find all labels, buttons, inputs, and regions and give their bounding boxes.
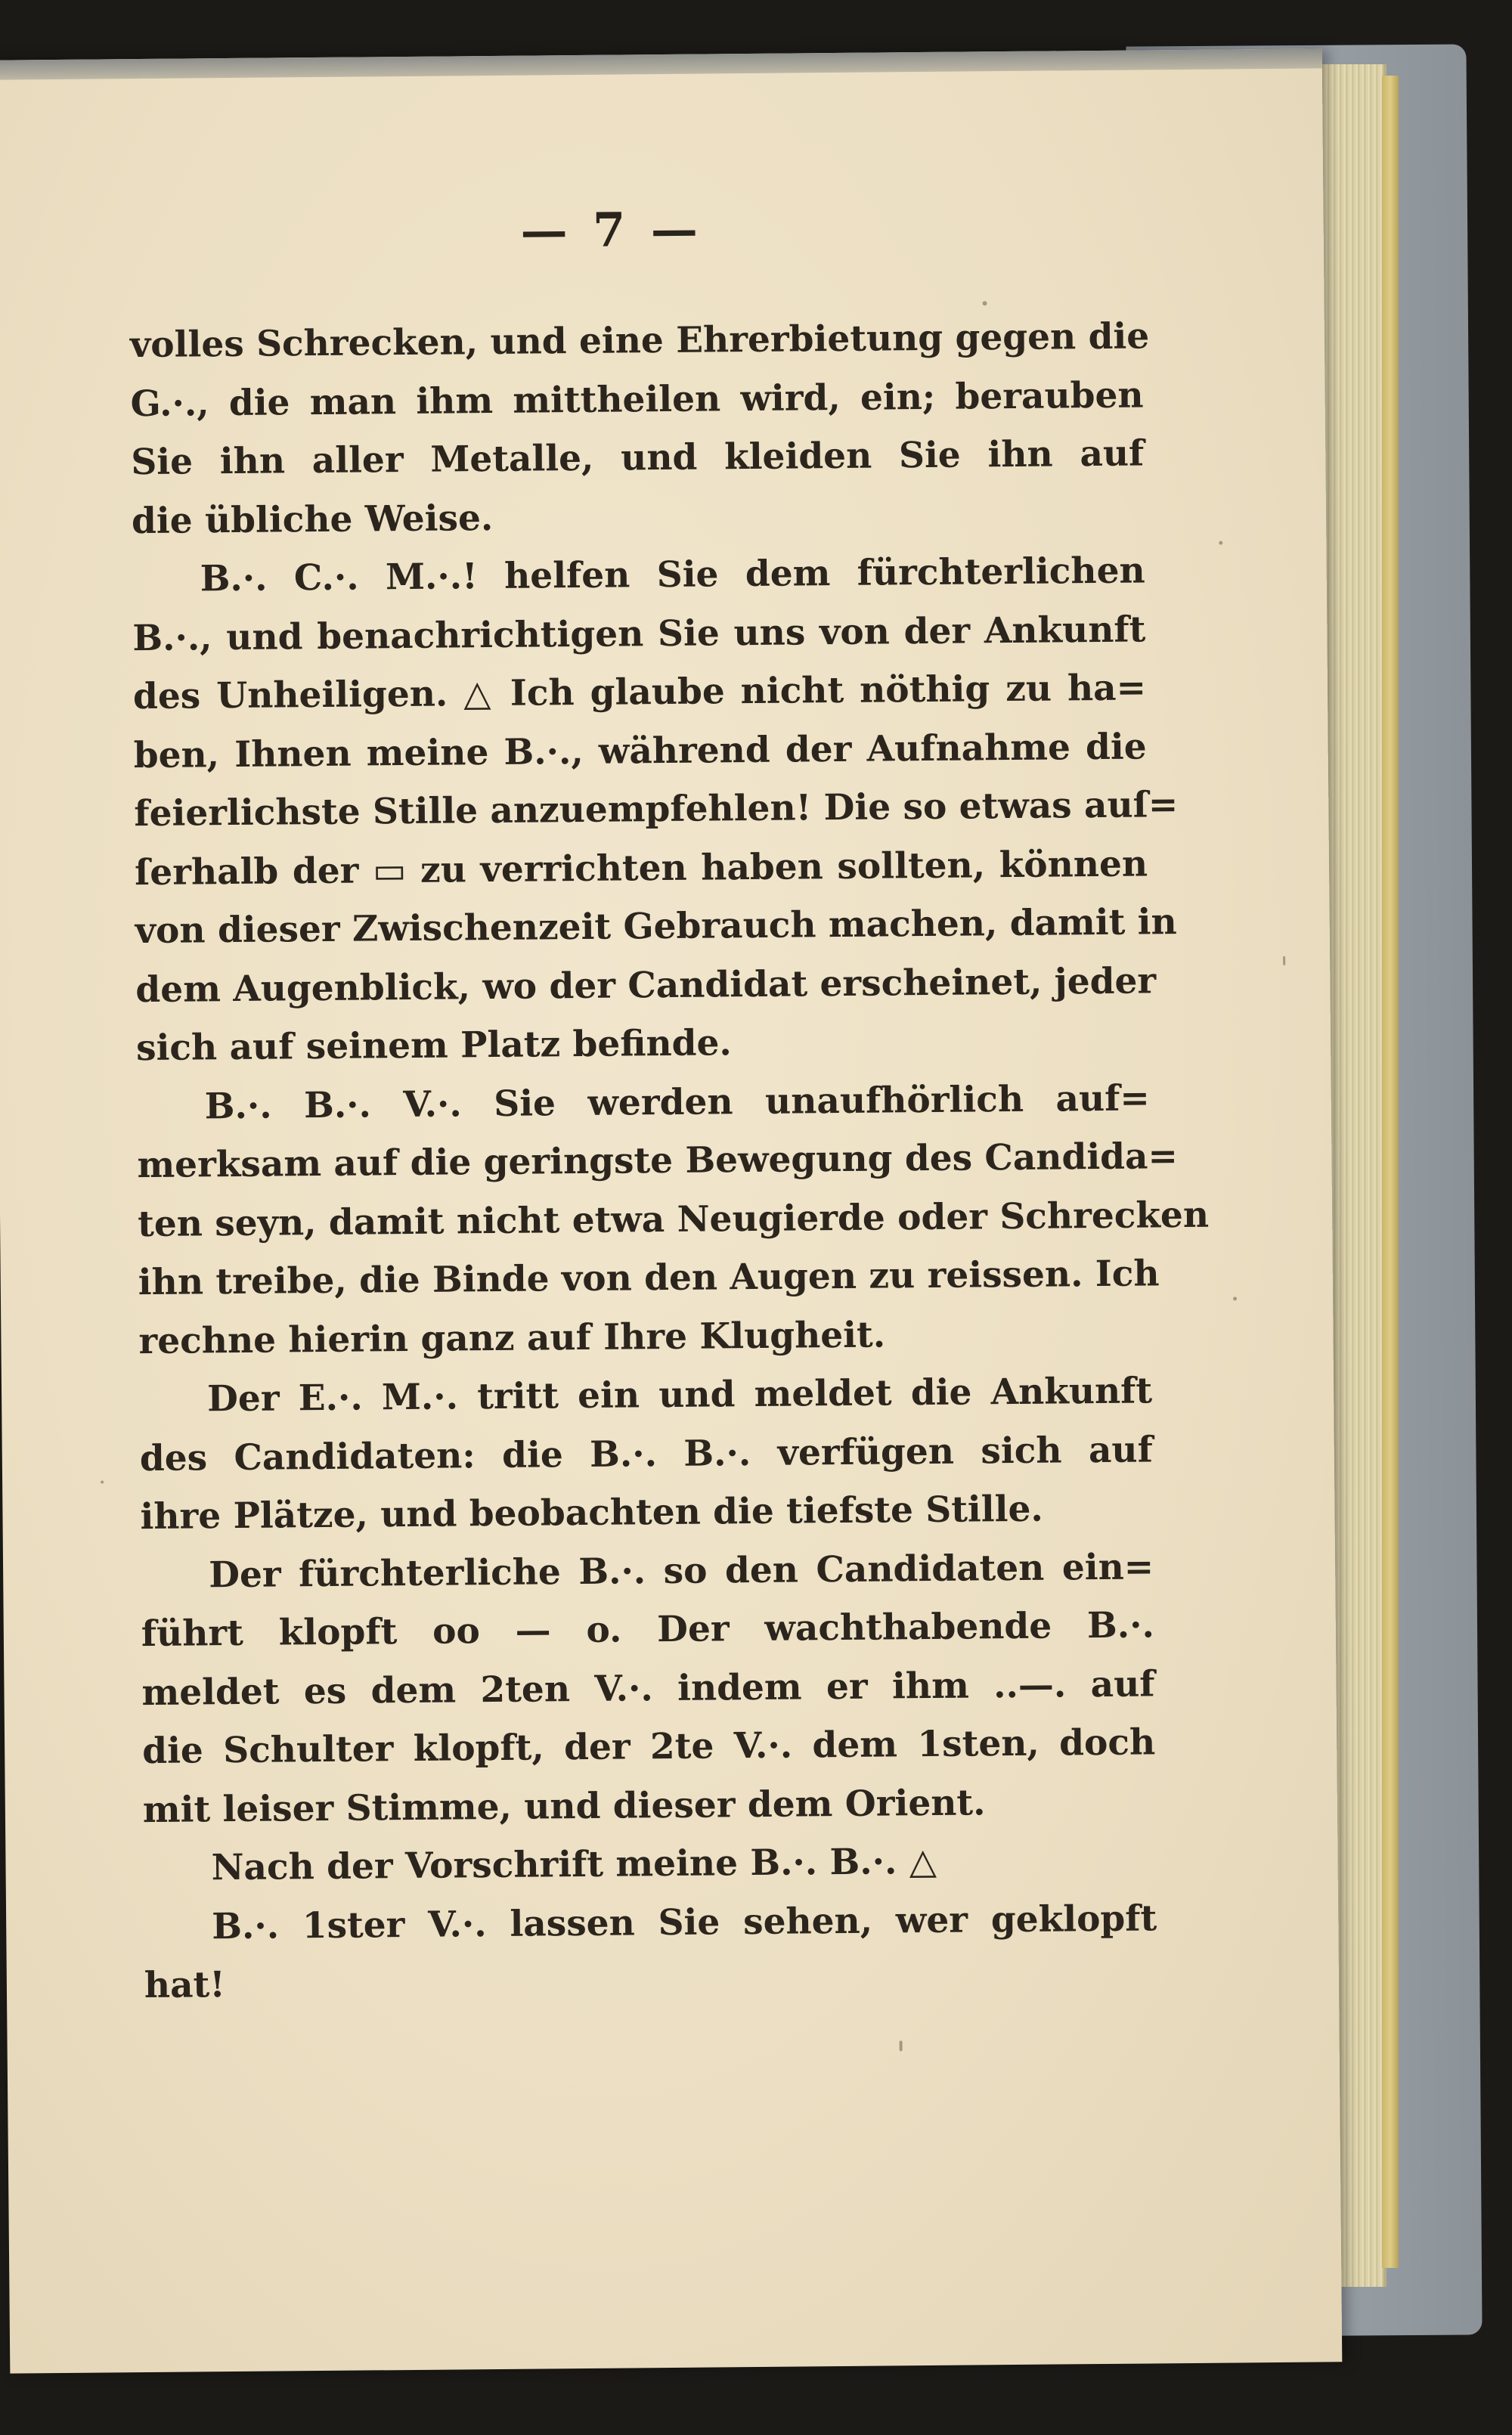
- text-line: Der fürchterliche B.·. so den Candidaten ein=: [208, 1545, 1154, 1596]
- text-line: Nach der Vorschrift meine B.·. B.·. △: [211, 1840, 937, 1889]
- text-line: meldet es dem 2ten V.·. indem er ihm ..—. auf: [141, 1662, 1155, 1714]
- paper-speck: [1219, 541, 1222, 545]
- text-line: volles Schrecken, und eine Ehrerbietung gegen die: [129, 315, 1150, 367]
- text-line: führt klopft oo — o. Der wachthabende B.·.: [141, 1604, 1155, 1656]
- paper-speck: [900, 2040, 903, 2051]
- text-line: ten seyn, damit nicht etwa Neugierde oder Schrecken: [137, 1194, 1210, 1245]
- text-line: Sie ihn aller Metalle, und kleiden Sie ihn auf: [131, 432, 1145, 484]
- text-line: hat!: [144, 1964, 226, 2007]
- text-line: feierlichste Stille anzuempfehlen! Die so etwas auſ=: [134, 784, 1179, 835]
- text-line: des Unheiligen. △ Ich glaube nicht nöthig zu ha=: [132, 667, 1147, 718]
- book-page: [0, 48, 1342, 2373]
- text-line: G.·., die man ihm mittheilen wird, ein; berauben: [130, 373, 1144, 425]
- page-edge-gilding: [1382, 76, 1399, 2268]
- paper-speck: [1283, 956, 1285, 965]
- text-line: die übliche Weise.: [131, 497, 494, 542]
- text-line: die Schulter klopft, der 2te V.·. dem 1sten, doch: [141, 1721, 1156, 1773]
- text-line: ſerhalb der ▭ zu verrichten haben sollten, können: [134, 842, 1148, 894]
- text-line: ihre Plätze, und beobachten die tiefste Stille.: [140, 1488, 1043, 1538]
- text-line: B.·. B.·. V.·. Sie werden unaufhörlich auf=: [204, 1077, 1150, 1127]
- text-line: merksam auf die geringste Bewegung des Candida=: [137, 1135, 1179, 1187]
- text-line: B.·. 1ster V.·. lassen Sie sehen, wer geklopft: [211, 1897, 1157, 1947]
- text-line: B.·., und benachrichtigen Sie uns von der Ankunft: [132, 608, 1146, 659]
- paper-speck: [983, 301, 987, 305]
- page-text: [129, 307, 1210, 2015]
- page-number: — 7 —: [520, 201, 703, 259]
- text-line: ihn treibe, die Binde von den Augen zu reissen. Ich: [138, 1253, 1160, 1304]
- paper-speck: [101, 1481, 104, 1484]
- text-line: von dieser Zwischenzeit Gebrauch machen, damit in: [135, 901, 1177, 953]
- text-line: dem Augenblick, wo der Candidat erscheinet, jeder: [135, 959, 1157, 1011]
- text-line: rechne hierin ganz auf Ihre Klugheit.: [138, 1313, 886, 1362]
- text-line: des Candidaten: die B.·. B.·. verfügen sich auf: [139, 1428, 1154, 1479]
- text-line: B.·. C.·. M.·.! helfen Sie dem fürchterlichen: [200, 550, 1145, 600]
- text-line: sich auf seinem Platz befinde.: [135, 1022, 733, 1070]
- paper-speck: [1233, 1296, 1237, 1300]
- text-line: mit leiser Stimme, und dieser dem Orient.: [142, 1781, 986, 1831]
- text-line: Der E.·. M.·. tritt ein und meldet die Ankunft: [206, 1370, 1153, 1420]
- text-line: ben, Ihnen meine B.·., während der Aufnahme die: [133, 725, 1147, 776]
